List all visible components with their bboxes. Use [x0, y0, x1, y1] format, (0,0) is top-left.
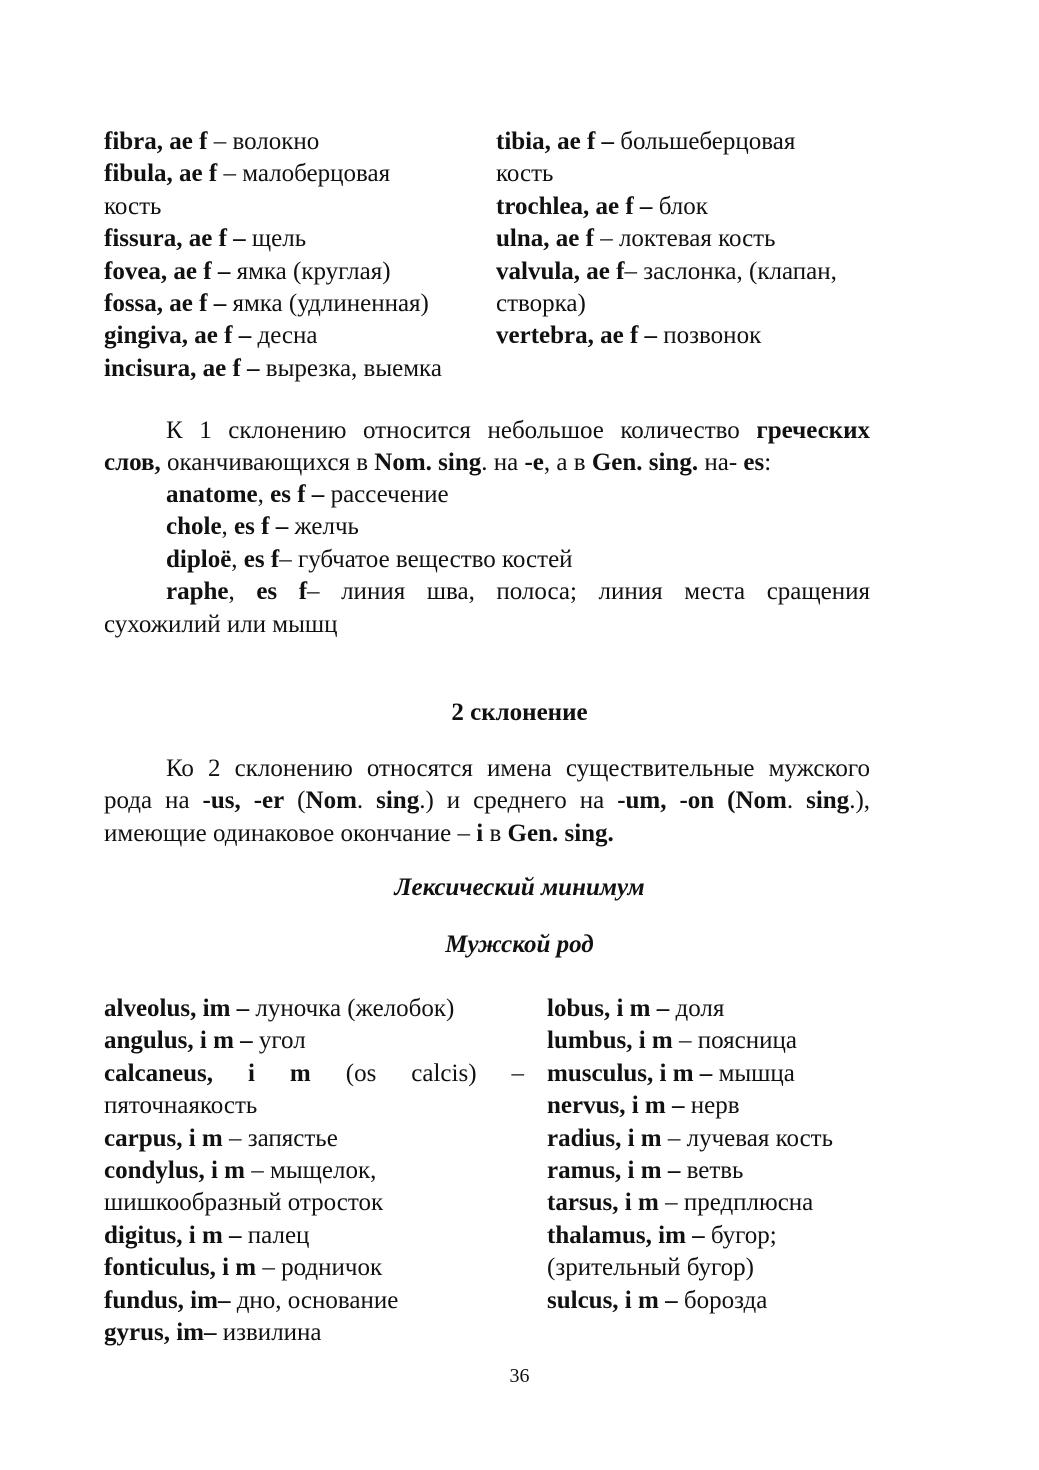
vocab-entry [496, 126, 836, 191]
term: fissura, ae f – [104, 225, 246, 253]
vocab-entry [104, 1252, 524, 1284]
greek-words-paragraph [104, 415, 870, 480]
text: .) и среднего на [419, 787, 618, 815]
term: valvula, ae f [496, 257, 625, 285]
subheading-lexical-minimum: Лексический минимум [394, 874, 645, 901]
vocab-entry [104, 126, 496, 158]
term: vertebra, ae f – [496, 322, 658, 350]
definition: доля [669, 995, 725, 1022]
text: в [483, 819, 508, 847]
bold-text: i [476, 819, 484, 847]
definition: – волокно [207, 128, 320, 155]
vocab-entry [547, 1220, 872, 1285]
term: fovea, ae f – [104, 257, 231, 285]
vocab-entry [104, 993, 524, 1025]
vocab-entry [104, 158, 444, 223]
term: fibra, ae f [104, 128, 208, 155]
term: anatome [166, 481, 258, 508]
vocab-column-right [547, 993, 877, 1349]
greek-entry [166, 511, 870, 543]
vocab-entry [547, 1058, 877, 1090]
definition: угол [252, 1027, 306, 1055]
vocab-entry [547, 993, 877, 1025]
definition: ямка (круглая) [230, 257, 391, 285]
text: . [356, 787, 377, 815]
term: fonticulus, i m [104, 1254, 257, 1282]
vocab-entry [547, 1155, 877, 1187]
separator: , [221, 513, 235, 541]
term-suffix: es f [243, 545, 280, 573]
definition: борозда [677, 1286, 768, 1314]
text: К 1 склонению относится небольшое количество [166, 417, 757, 444]
bold-text: -e [524, 449, 544, 477]
definition: (os calcis) – пяточнаякость [104, 1059, 524, 1120]
subheading-masculine: Мужской род [445, 931, 594, 958]
vocab-entry [496, 320, 846, 352]
term: calcaneus, i m [104, 1059, 311, 1087]
vocab-entry [104, 320, 496, 352]
term: ramus, i m – [547, 1157, 681, 1185]
definition: мышца [712, 1059, 795, 1087]
vocab-entry [104, 1317, 524, 1349]
vocab-entry [547, 1025, 877, 1057]
term: raphe [166, 578, 229, 606]
term: tarsus, i m [547, 1189, 659, 1217]
vocab-entry [496, 256, 841, 321]
bold-text: sing [376, 787, 420, 815]
bold-text: sing [806, 787, 850, 815]
bold-text: -um, -on (Nom [617, 787, 787, 815]
term: carpus, i m [104, 1124, 223, 1152]
vocab-column-left [104, 993, 524, 1349]
definition: – мыщелок, шишкообразный отросток [104, 1157, 384, 1217]
bold-text: -us, -er [202, 787, 285, 815]
vocab-column-right [496, 126, 846, 385]
term: fibula, ae f [104, 160, 218, 188]
bold-text: Gen. sing. [591, 449, 699, 477]
vocab-entry [104, 1123, 524, 1155]
term: fundus, im– [104, 1286, 231, 1314]
definition: бугор; (зрительный бугор) [547, 1221, 777, 1282]
bold-text: Gen. sing. [507, 819, 614, 847]
definition: извилина [216, 1319, 322, 1347]
vocab-entry [547, 1123, 877, 1155]
term: lumbus, i m [547, 1027, 673, 1055]
bold-text: Nom [305, 787, 357, 815]
text: , а в [543, 449, 592, 477]
definition: – локтевая кость [593, 225, 776, 253]
term-suffix: es f [256, 578, 308, 606]
page-number: 36 [509, 1365, 530, 1387]
vocab-entry [104, 1155, 516, 1220]
text: на- [698, 449, 744, 477]
definition: – поясница [672, 1027, 797, 1055]
term-suffix: es f – [270, 481, 325, 508]
term: diploë [166, 545, 232, 573]
definition: нерв [684, 1092, 740, 1120]
term: radius, i m [547, 1124, 662, 1152]
term: incisura, ae f – [104, 354, 260, 382]
vocab-entry [496, 223, 846, 255]
vocab-column-left [104, 126, 496, 385]
definition: луночка (желобок) [249, 995, 455, 1022]
text: . [786, 787, 807, 815]
vocab-entry [104, 1220, 524, 1252]
greek-entry [166, 544, 870, 576]
term: gyrus, im– [104, 1319, 217, 1347]
vocab-entry [547, 1285, 877, 1317]
definition: большеберцовая кость [496, 128, 796, 188]
greek-words-list [104, 479, 871, 641]
vocab-entry [547, 1187, 877, 1219]
definition: желчь [288, 513, 359, 541]
text: ( [284, 787, 306, 815]
term: angulus, i m – [104, 1027, 253, 1055]
vocab-entry [104, 1025, 524, 1057]
vocab-masculine [104, 993, 877, 1349]
definition: вырезка, выемка [259, 354, 442, 382]
text: . на [481, 449, 525, 477]
greek-entry [104, 576, 870, 641]
term: tibia, ae f – [496, 128, 615, 155]
definition: ветвь [680, 1157, 744, 1185]
term: digitus, i m – [104, 1221, 242, 1249]
second-declension-paragraph [104, 753, 870, 850]
greek-entry [166, 479, 870, 511]
term: sulcus, i m – [547, 1286, 678, 1314]
separator: , [231, 545, 244, 573]
text: : [764, 449, 772, 477]
definition: – предплюсна [658, 1189, 814, 1217]
definition: – губчатое вещество костей [279, 545, 573, 573]
term: thalamus, im – [547, 1221, 705, 1249]
definition: палец [241, 1221, 310, 1249]
definition: ямка (удлиненная) [226, 290, 429, 318]
term: trochlea, ae f – [496, 192, 653, 220]
bold-text: es [743, 449, 765, 477]
definition: десна [251, 322, 318, 350]
term: gingiva, ae f – [104, 322, 252, 350]
bold-text: греческих слов, [104, 417, 870, 477]
definition: – родничок [256, 1254, 383, 1282]
definition: блок [652, 192, 708, 220]
vocab-entry [496, 191, 846, 223]
text: оканчивающихся в [160, 449, 375, 477]
definition: – малоберцовая кость [104, 160, 391, 220]
term: fossa, ae f – [104, 290, 227, 318]
vocab-entry [104, 288, 496, 320]
term: musculus, i m – [547, 1059, 713, 1087]
term: chole [166, 513, 222, 541]
vocab-entry [104, 353, 496, 385]
separator: , [257, 481, 271, 508]
definition: позвонок [657, 322, 762, 350]
definition: – линия шва, полоса; линия места сращения сухожилий или мышц [104, 578, 871, 638]
definition: рассечение [324, 481, 449, 508]
text: .), имеющие одинаковое окончание – [104, 787, 871, 847]
vocab-entry [104, 1285, 524, 1317]
term: ulna, ae f [496, 225, 594, 253]
vocab-entry [104, 256, 496, 288]
definition: – лучевая кость [661, 1124, 833, 1152]
definition: щель [245, 225, 307, 253]
definition: – запястье [222, 1124, 338, 1152]
text: Ко 2 склонению относятся имена существительные мужского рода на [104, 755, 870, 815]
definition: дно, основание [230, 1286, 399, 1314]
vocab-entry [104, 1058, 524, 1123]
definition: – заслонка, (клапан, створка) [496, 257, 837, 318]
section-heading: 2 склонение [451, 699, 588, 726]
term: condylus, i m [104, 1157, 246, 1185]
vocab-entry [104, 223, 496, 255]
term-suffix: es f – [234, 513, 289, 541]
vocab-entry [547, 1090, 877, 1122]
bold-text: Nom. sing [374, 449, 482, 477]
separator: , [228, 578, 257, 606]
term: nervus, i m – [547, 1092, 685, 1120]
term: lobus, i m – [547, 995, 670, 1022]
vocab-1st-declension [104, 126, 846, 385]
term: alveolus, im – [104, 995, 250, 1022]
